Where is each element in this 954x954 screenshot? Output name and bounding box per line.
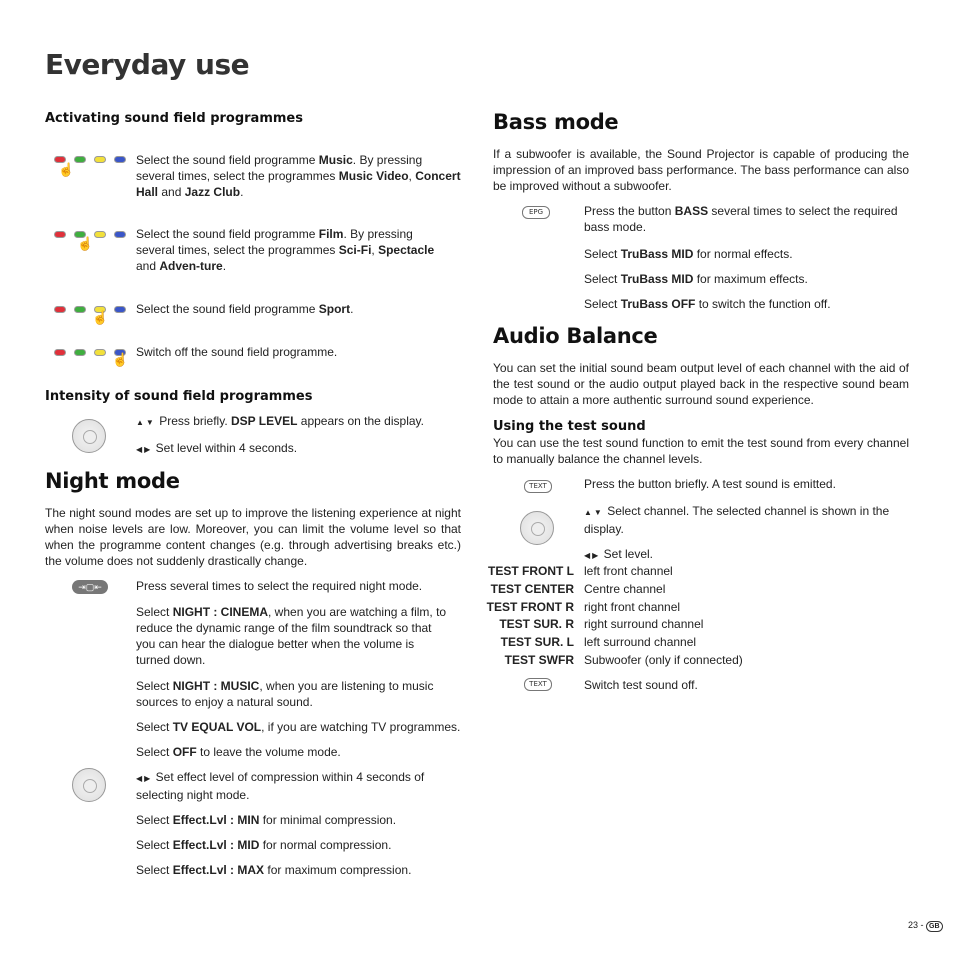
red-key-icon bbox=[54, 231, 66, 238]
green-key-icon bbox=[74, 349, 86, 356]
channel-key: TEST CENTER bbox=[490, 581, 574, 596]
pointing-hand-icon: ☝ bbox=[112, 352, 129, 367]
test-sound-heading: Using the test sound bbox=[493, 419, 646, 434]
table-row bbox=[484, 652, 743, 670]
night-mode-button-icon: ⇥▢⇤ bbox=[72, 580, 108, 594]
channel-key: TEST FRONT L bbox=[488, 564, 574, 578]
blue-key-icon bbox=[114, 231, 126, 238]
night-cinema: Select NIGHT : CINEMA, when you are watching a film, to reduce the dynamic range of the film soundtrack so that you can hear the dialogue better when the volume is turned down. bbox=[136, 605, 447, 667]
channel-desc: left front channel bbox=[584, 564, 673, 578]
test-set-level: ◀▶ Set level. bbox=[584, 547, 654, 561]
pointing-hand-icon: ☝ bbox=[58, 162, 75, 177]
table-row bbox=[484, 616, 743, 634]
test-switch-off: Switch test sound off. bbox=[584, 678, 698, 692]
yellow-key-icon bbox=[94, 349, 106, 356]
audio-balance-heading: Audio Balance bbox=[493, 324, 658, 348]
channel-desc: Centre channel bbox=[584, 581, 666, 596]
test-press: Press the button briefly. A test sound is emitted. bbox=[584, 477, 836, 491]
left-right-arrows-icon: ◀▶ bbox=[136, 445, 153, 454]
country-badge: GB bbox=[926, 921, 943, 932]
red-key-icon bbox=[54, 349, 66, 356]
pointing-hand-icon: ☝ bbox=[92, 310, 109, 325]
intensity-heading: Intensity of sound field programmes bbox=[45, 389, 313, 404]
bass-press: Press the button BASS several times to select the required bass mode. bbox=[584, 204, 898, 234]
navigation-pad-icon bbox=[72, 419, 106, 453]
night-music: Select NIGHT : MUSIC, when you are listening to music sources to enjoy a natural sound. bbox=[136, 679, 434, 709]
audio-intro: You can set the initial sound beam output level of each channel with the aid of the test sound or the audio output played back in the respective sound beam mode to attain a more authentic surround sound experience. bbox=[493, 361, 909, 407]
bass-off: Select TruBass OFF to switch the function off. bbox=[584, 297, 831, 311]
intensity-line-2: ◀▶ Set level within 4 seconds. bbox=[136, 441, 298, 455]
epg-button-icon: EPG bbox=[522, 206, 550, 219]
text-button-icon: TEXT bbox=[524, 480, 552, 493]
table-row bbox=[484, 599, 743, 617]
sound-field-item-4: Switch off the sound field programme. bbox=[136, 345, 338, 359]
channel-key: TEST SUR. R bbox=[499, 617, 574, 632]
color-keys-3 bbox=[54, 306, 126, 313]
green-key-icon bbox=[74, 156, 86, 163]
channel-desc: left surround channel bbox=[584, 635, 697, 650]
channel-key: TEST FRONT R bbox=[486, 599, 574, 614]
night-mode-intro: The night sound modes are set up to improve the listening experience at night when noise levels are low. Moreover, you can limit the volume level so that when the programme content changes (e.g. through advertising breaks etc.) the volume does not suddenly drastically change. bbox=[45, 506, 461, 568]
page-number: 23 - GB bbox=[908, 920, 943, 932]
navigation-pad-icon bbox=[72, 768, 106, 802]
text-button-icon: TEXT bbox=[524, 678, 552, 691]
bass-mid: Select TruBass MID for normal effects. bbox=[584, 247, 793, 261]
sound-field-item-2: Select the sound field programme Film. By pressing several times, select the programmes Sci-Fi, Spectacle and Adven-ture. bbox=[136, 227, 435, 273]
sound-field-heading: Activating sound field programmes bbox=[45, 111, 303, 126]
test-select-channel: ▲▼ Select channel. The selected channel is shown in the display. bbox=[584, 504, 890, 536]
sound-field-item-1: Select the sound field programme Music. By pressing several times, select the programmes Music Video, Concert Hall and Jazz Club. bbox=[136, 153, 461, 199]
page-title: Everyday use bbox=[45, 48, 250, 81]
sound-field-item-3: Select the sound field programme Sport. bbox=[136, 302, 354, 316]
channel-key: TEST SUR. L bbox=[500, 635, 574, 650]
test-sound-intro: You can use the test sound function to emit the test sound from every channel to manually balance the channel levels. bbox=[493, 436, 909, 466]
yellow-key-icon bbox=[94, 156, 106, 163]
channel-key: TEST SWFR bbox=[504, 652, 574, 667]
night-effect-line: ◀▶ Set effect level of compression within 4 seconds of selecting night mode. bbox=[136, 770, 425, 802]
night-max: Select Effect.Lvl : MAX for maximum compression. bbox=[136, 863, 412, 877]
bass-max: Select TruBass MID for maximum effects. bbox=[584, 272, 808, 286]
up-down-arrows-icon: ▲▼ bbox=[136, 418, 156, 427]
night-min: Select Effect.Lvl : MIN for minimal compression. bbox=[136, 813, 397, 827]
channel-desc: right front channel bbox=[584, 599, 681, 614]
bass-mode-heading: Bass mode bbox=[493, 110, 619, 134]
table-row bbox=[484, 581, 743, 599]
pointing-hand-icon: ☝ bbox=[77, 236, 94, 251]
table-row bbox=[484, 563, 743, 581]
channel-desc: Subwoofer (only if connected) bbox=[584, 652, 743, 667]
night-mode-heading: Night mode bbox=[45, 469, 180, 493]
yellow-key-icon bbox=[94, 231, 106, 238]
blue-key-icon bbox=[114, 156, 126, 163]
night-press: Press several times to select the required night mode. bbox=[136, 579, 423, 593]
table-row bbox=[484, 634, 743, 652]
intensity-line-1: ▲▼ Press briefly. DSP LEVEL appears on the display. bbox=[136, 414, 424, 428]
left-right-arrows-icon: ◀▶ bbox=[136, 774, 153, 783]
navigation-pad-icon bbox=[520, 511, 554, 545]
blue-key-icon bbox=[114, 306, 126, 313]
night-tv: Select TV EQUAL VOL, if you are watching TV programmes. bbox=[136, 720, 461, 734]
channel-desc: right surround channel bbox=[584, 617, 704, 632]
green-key-icon bbox=[74, 306, 86, 313]
bass-intro: If a subwoofer is available, the Sound Projector is capable of producing the impression of an improved bass performance. The bass performance can also be improved without a subwoofer. bbox=[493, 147, 909, 193]
up-down-arrows-icon: ▲▼ bbox=[584, 508, 604, 517]
channel-table bbox=[484, 563, 743, 670]
red-key-icon bbox=[54, 306, 66, 313]
night-mid: Select Effect.Lvl : MID for normal compression. bbox=[136, 838, 392, 852]
night-off: Select OFF to leave the volume mode. bbox=[136, 745, 341, 759]
left-right-arrows-icon: ◀▶ bbox=[584, 551, 601, 560]
